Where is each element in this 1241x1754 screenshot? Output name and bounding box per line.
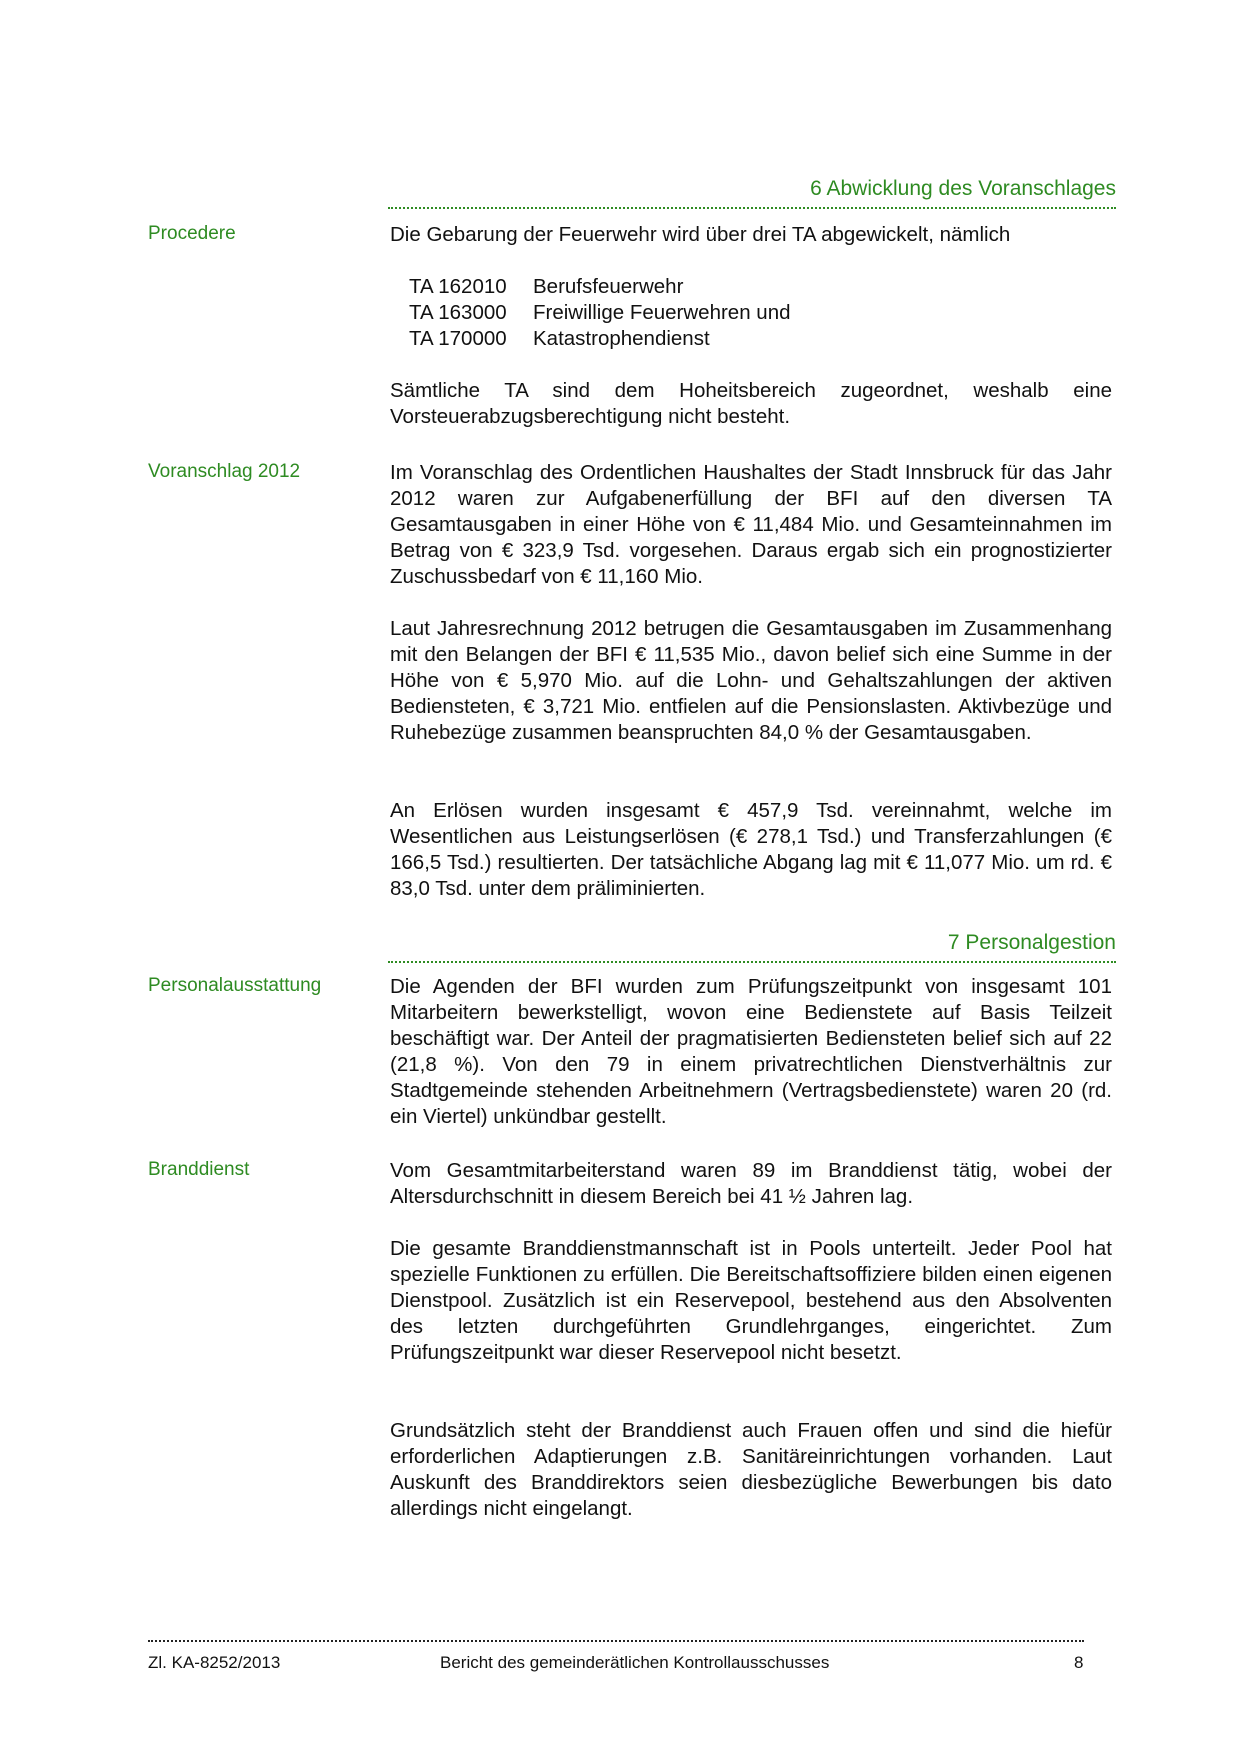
margin-label-personal: Personalausstattung xyxy=(148,975,322,996)
footer-title: Bericht des gemeinderätlichen Kontrollausschusses xyxy=(440,1653,830,1672)
paragraph-gebarung: Die Gebarung der Feuerwehr wird über drei TA abgewickelt, nämlich xyxy=(390,223,1011,246)
ta-code: TA 163000 xyxy=(409,301,507,324)
paragraph-pools: Die gesamte Branddienstmannschaft ist in Pools unterteilt. Jeder Pool hat spezielle Funktionen zu erfüllen. Die Bereitschaftsoffiziere bilden einen eigenen Dienstpool. Zusätzlich ist ein Reservepool, bestehend aus den Absolventen des letzten durchgeführten Grundlehrganges, eingerichtet. Zum Prüfungszeitpunkt war dieser Reservepool nicht besetzt. xyxy=(390,1237,1112,1364)
paragraph-erloese: An Erlösen wurden insgesamt € 457,9 Tsd. vereinnahmt, welche im Wesentlichen aus Leistungserlösen (€ 278,1 Tsd.) und Transferzahlungen (€ 166,5 Tsd.) resultierten. Der tatsächliche Abgang lag mit € 11,077 Mio. um rd. € 83,0 Tsd. unter dem präliminierten. xyxy=(390,799,1112,900)
ta-code: TA 170000 xyxy=(409,327,507,350)
footer-divider xyxy=(148,1640,1084,1642)
margin-label-procedere: Procedere xyxy=(148,223,236,244)
ta-list-item xyxy=(409,326,791,352)
ta-list xyxy=(409,274,791,352)
paragraph-gesamtmitarbeiter: Vom Gesamtmitarbeiterstand waren 89 im Branddienst tätig, wobei der Altersdurchschnitt in diesem Bereich bei 41 ½ Jahren lag. xyxy=(390,1159,1112,1208)
paragraph-personalausstattung: Die Agenden der BFI wurden zum Prüfungszeitpunkt von insgesamt 101 Mitarbeitern bewerkstelligt, wovon eine Bedienstete auf Basis Teilzeit beschäftigt war. Der Anteil der pragmatisierten Bediensteten belief sich auf 22 (21,8 %). Von den 79 in einem privatrechtlichen Dienstverhältnis zur Stadtgemeinde stehenden Arbeitnehmern (Vertragsbedienstete) waren 20 (rd. ein Viertel) unkündbar gestellt. xyxy=(390,975,1112,1128)
ta-name: Katastrophendienst xyxy=(533,327,710,350)
margin-label-voranschlag: Voranschlag 2012 xyxy=(148,461,301,482)
paragraph-frauen: Grundsätzlich steht der Branddienst auch Frauen offen und sind die hiefür erforderlichen Adaptierungen z.B. Sanitäreinrichtungen vorhanden. Laut Auskunft des Branddirektors seien diesbezügliche Bewerbungen bis dato allerdings nicht eingelangt. xyxy=(390,1419,1112,1520)
footer-reference: Zl. KA-8252/2013 xyxy=(148,1653,281,1672)
section-heading-7: 7 Personalgestion xyxy=(388,930,1116,963)
paragraph-jahresrechnung: Laut Jahresrechnung 2012 betrugen die Gesamtausgaben im Zusammenhang mit den Belangen der BFI € 11,535 Mio., davon belief sich eine Summe in der Höhe von € 5,970 Mio. auf die Lohn- und Gehaltszahlungen der aktiven Bediensteten, € 3,721 Mio. entfielen auf die Pensionslasten. Aktivbezüge und Ruhebezüge zusammen beanspruchten 84,0 % der Gesamtausgaben. xyxy=(390,617,1112,744)
ta-list-item xyxy=(409,274,791,300)
page-number: 8 xyxy=(1074,1653,1084,1672)
section-heading-6: 6 Abwicklung des Voranschlages xyxy=(388,176,1116,209)
paragraph-hoheitsbereich: Sämtliche TA sind dem Hoheitsbereich zugeordnet, weshalb eine Vorsteuerabzugsberechtigung nicht besteht. xyxy=(390,379,1112,428)
ta-name: Freiwillige Feuerwehren und xyxy=(533,301,791,324)
margin-label-branddienst: Branddienst xyxy=(148,1159,250,1180)
ta-name: Berufsfeuerwehr xyxy=(533,275,684,298)
ta-list-item xyxy=(409,300,791,326)
paragraph-voranschlag: Im Voranschlag des Ordentlichen Haushaltes der Stadt Innsbruck für das Jahr 2012 waren zur Aufgabenerfüllung der BFI auf den diversen TA Gesamtausgaben in einer Höhe von € 11,484 Mio. und Gesamteinnahmen im Betrag von € 323,9 Tsd. vorgesehen. Daraus ergab sich ein prognostizierter Zuschussbedarf von € 11,160 Mio. xyxy=(390,461,1112,588)
ta-code: TA 162010 xyxy=(409,275,507,298)
